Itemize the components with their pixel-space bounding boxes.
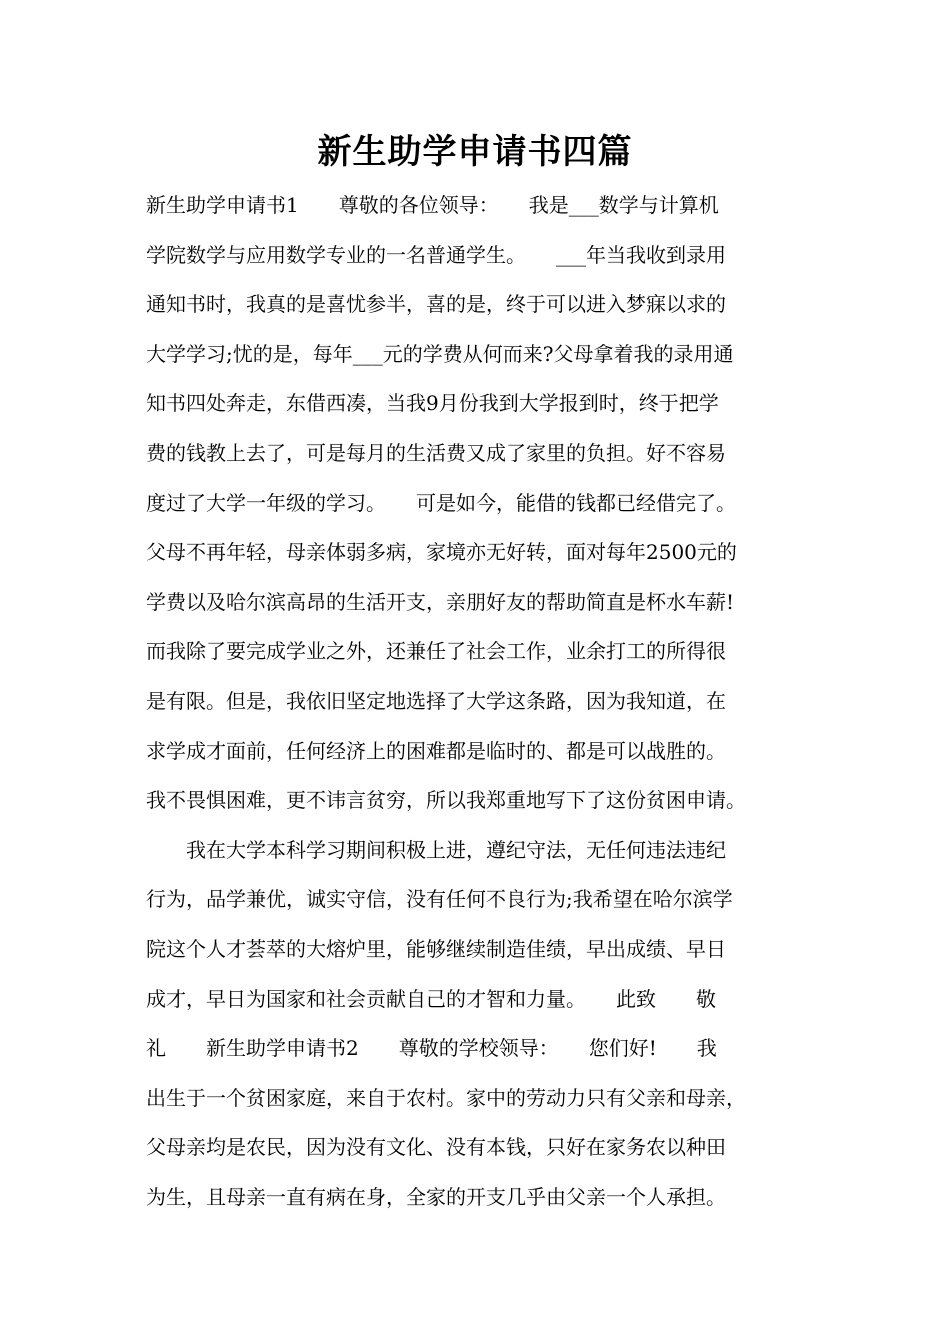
text-line: 父母不再年轻，母亲体弱多病，家境亦无好转，面对每年2500元的 — [146, 540, 737, 565]
text-line: 度过了大学一年级的学习。 可是如今，能借的钱都已经借完了。 — [146, 490, 736, 515]
document-title: 新生助学申请书四篇 — [317, 132, 633, 172]
text-line: 学院数学与应用数学专业的一名普通学生。 ___年当我收到录用 — [146, 242, 726, 267]
text-line: 费的钱教上去了，可是每月的生活费又成了家里的负担。好不容易 — [146, 440, 726, 465]
text-line: 我在大学本科学习期间积极上进，遵纪守法，无任何违法违纪 — [146, 837, 726, 862]
text-line: 求学成才面前，任何经济上的困难都是临时的、都是可以战胜的。 — [146, 738, 726, 763]
text-line: 知书四处奔走，东借西凑，当我9月份我到大学报到时，终于把学 — [146, 391, 719, 416]
text-line: 为生，且母亲一直有病在身，全家的开支几乎由父亲一个人承担。 — [146, 1184, 726, 1209]
text-line: 学费以及哈尔滨高昂的生活开支，亲朋好友的帮助简直是杯水车薪! — [146, 589, 735, 614]
text-line: 成才，早日为国家和社会贡献自己的才智和力量。 此致 敬 — [146, 986, 716, 1011]
text-line: 父母亲均是农民，因为没有文化、没有本钱，只好在家务农以种田 — [146, 1135, 726, 1160]
text-line: 大学学习;忧的是，每年___元的学费从何而来?父母拿着我的录用通 — [146, 341, 734, 366]
text-line: 我不畏惧困难，更不讳言贫穷，所以我郑重地写下了这份贫困申请。 — [146, 788, 746, 813]
text-line: 而我除了要完成学业之外，还兼任了社会工作，业余打工的所得很 — [146, 639, 726, 664]
text-line: 通知书时，我真的是喜忧参半，喜的是，终于可以进入梦寐以求的 — [146, 292, 726, 317]
text-line: 院这个人才荟萃的大熔炉里，能够继续制造佳绩，早出成绩、早日 — [146, 936, 726, 961]
document-body — [146, 181, 826, 1222]
text-line: 出生于一个贫困家庭，来自于农村。家中的劳动力只有父亲和母亲， — [146, 1085, 746, 1110]
text-line: 礼 新生助学申请书2 尊敬的学校领导： 您们好! 我 — [146, 1036, 717, 1061]
text-line: 行为，品学兼优，诚实守信，没有任何不良行为;我希望在哈尔滨学 — [146, 887, 733, 912]
text-line: 新生助学申请书1 尊敬的各位领导： 我是___数学与计算机 — [146, 193, 719, 217]
text-line: 是有限。但是，我依旧坚定地选择了大学这条路，因为我知道，在 — [146, 688, 726, 713]
